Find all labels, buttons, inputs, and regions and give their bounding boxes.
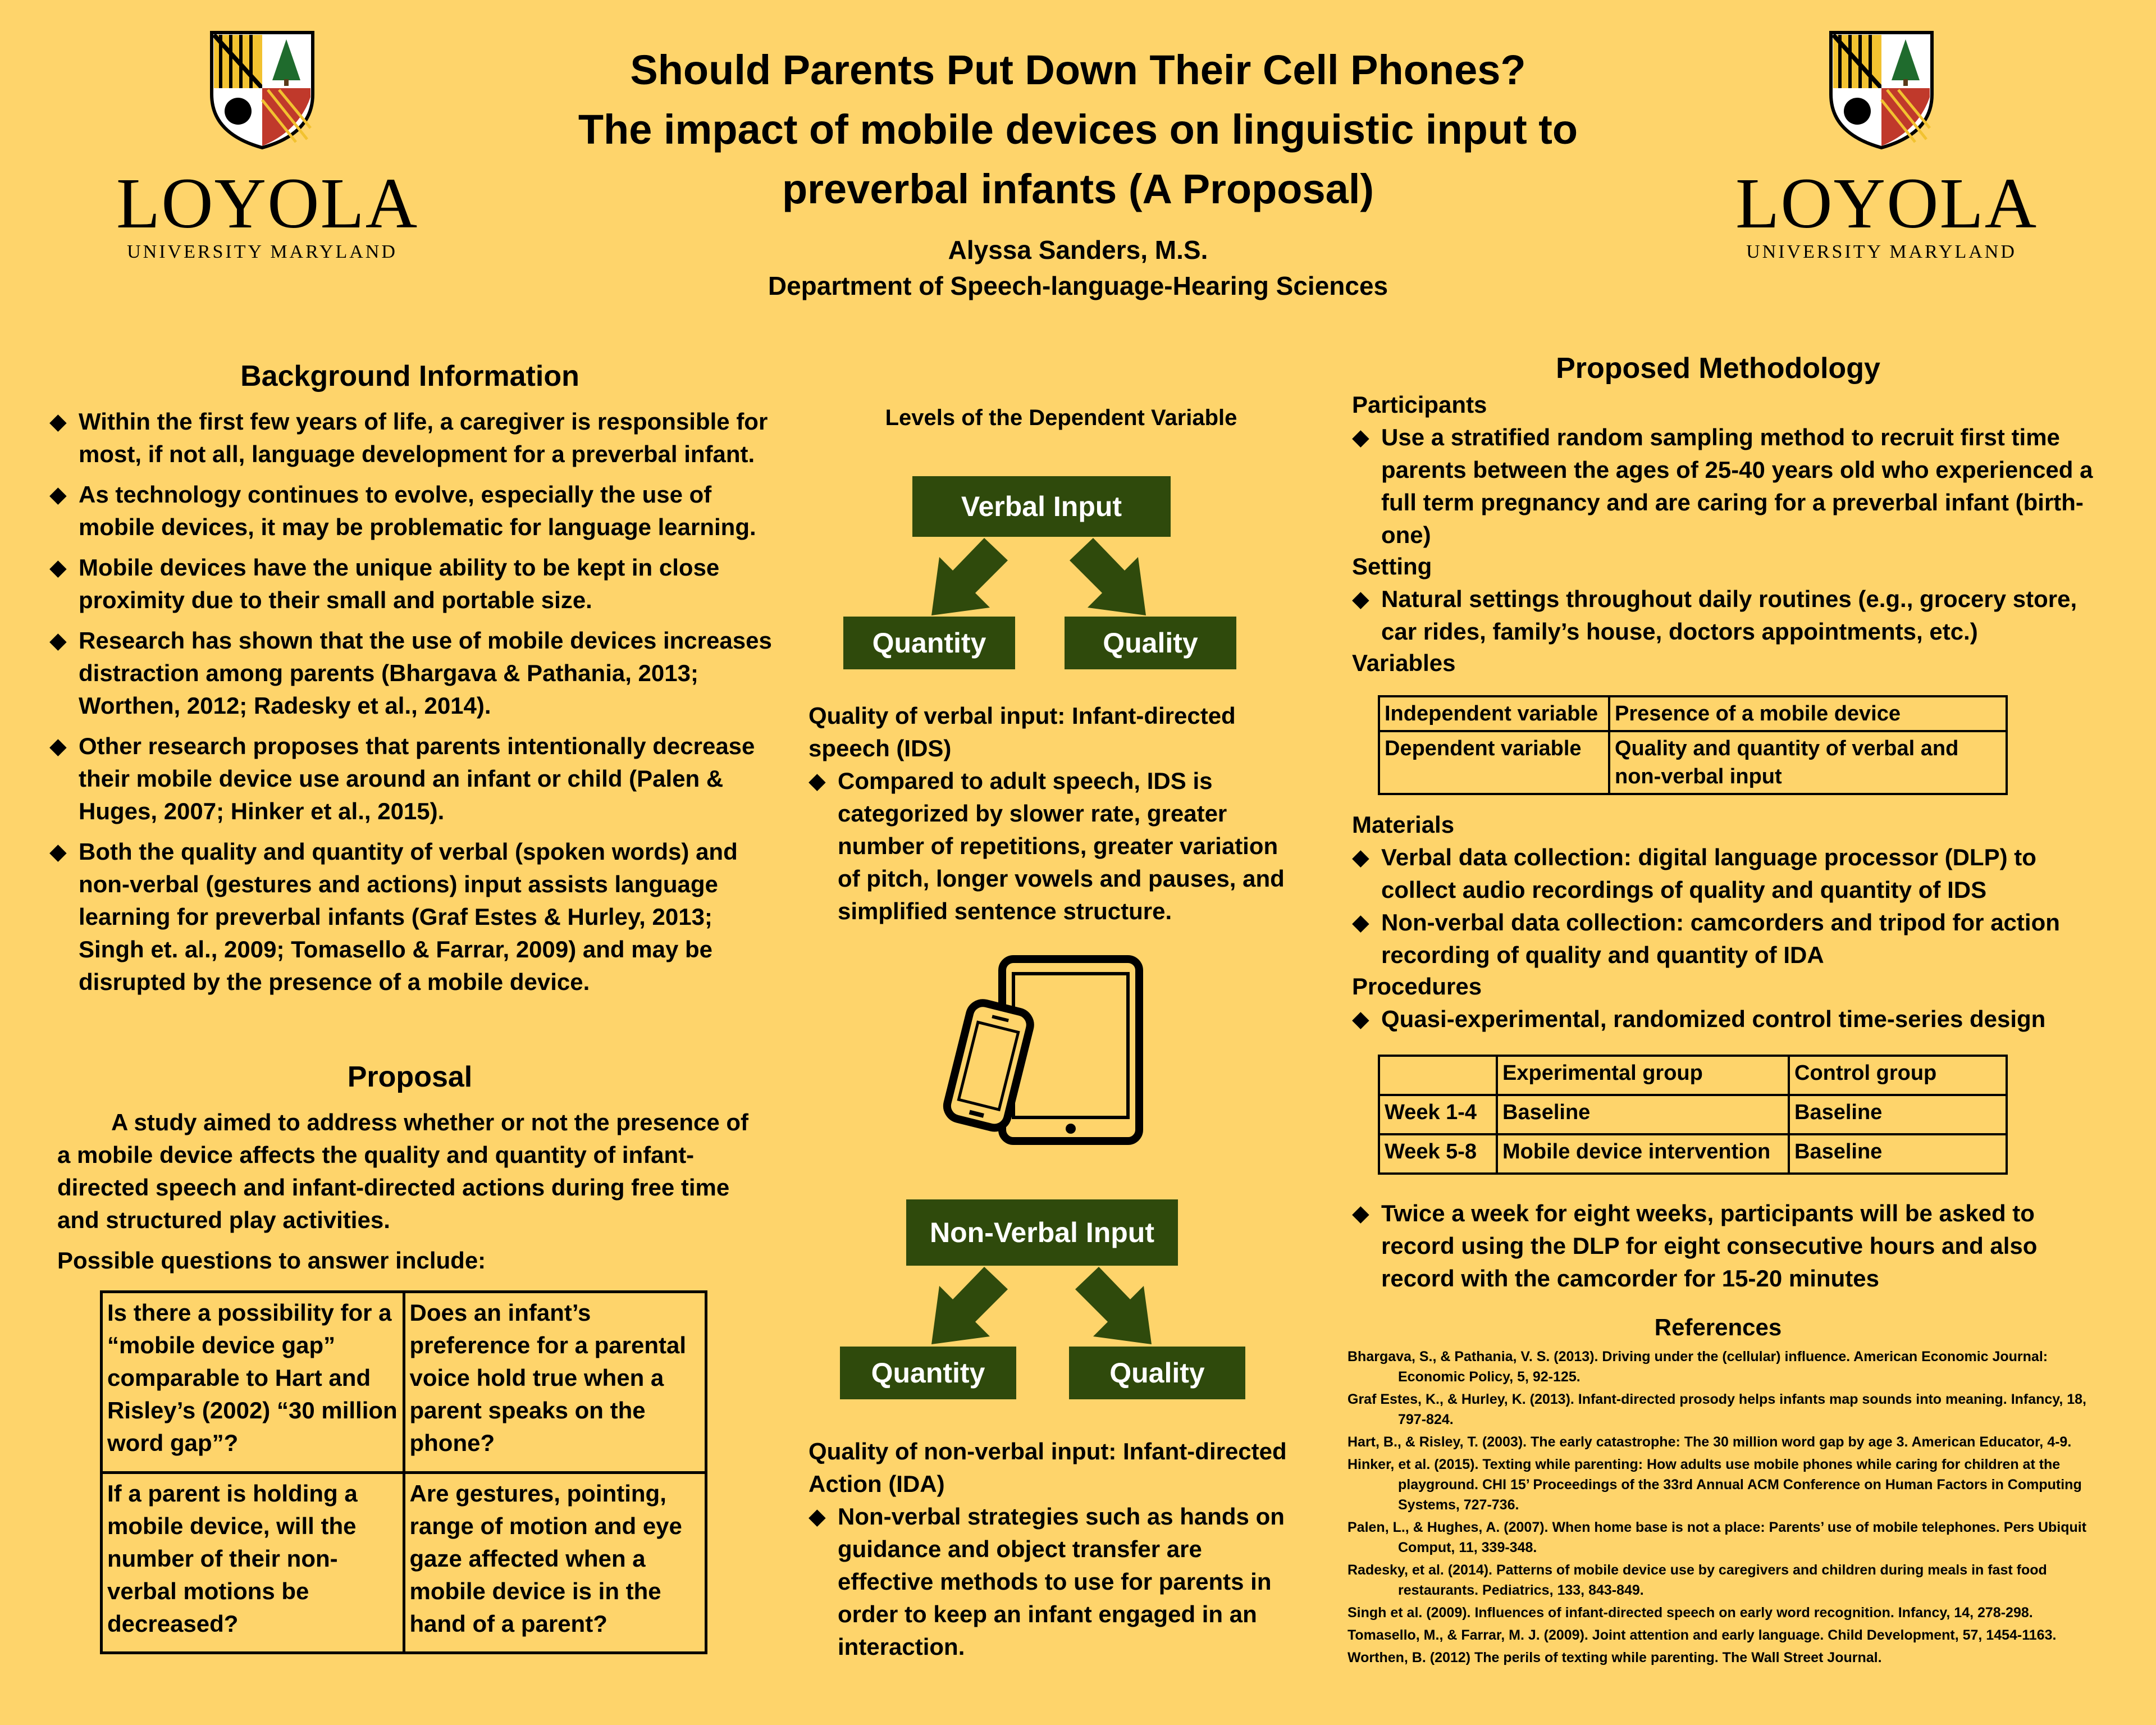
- list-item: ◆ Quasi-experimental, randomized control time-series design: [1352, 1003, 2093, 1035]
- design-header-cell: Control group: [1789, 1056, 2007, 1095]
- table-row: [102, 1472, 706, 1653]
- department-name: Department of Speech-language-Hearing Sciences: [768, 271, 1388, 300]
- variables-label: Variables: [1352, 650, 1456, 676]
- verbal-bullets: [808, 765, 1303, 928]
- list-item: ◆ Within the first few years of life, a caregiver is responsible for most, if not all, language development for a preverbal infant.: [49, 405, 774, 471]
- table-row: [1379, 731, 2007, 794]
- variable-value-cell: Presence of a mobile device: [1609, 696, 2007, 731]
- list-item: ◆ Non-verbal strategies such as hands on guidance and object transfer are effective methods to use for parents in order to keep an infant engaged in an interaction.: [808, 1500, 1303, 1663]
- participants-bullets: [1352, 421, 2093, 551]
- background-bullets: [49, 405, 774, 998]
- list-item: ◆ As technology continues to evolve, especially the use of mobile devices, it may be problematic for language learning.: [49, 478, 774, 544]
- poster-title-line-2: The impact of mobile devices on linguistic input to: [578, 106, 1578, 153]
- design-cell: Baseline: [1497, 1095, 1789, 1134]
- references-list: [1347, 1347, 2094, 1668]
- references-heading: References: [1654, 1314, 1782, 1340]
- design-table: [1378, 1055, 2008, 1175]
- materials-label: Materials: [1352, 811, 1455, 838]
- arrow-down-icon: [924, 1267, 1008, 1345]
- list-item: ◆ Verbal data collection: digital language processor (DLP) to collect audio recordings of quality and quantity of IDS: [1352, 841, 2093, 906]
- variable-name-cell: Independent variable: [1379, 696, 1609, 731]
- list-item: ◆ Twice a week for eight weeks, participants will be asked to record using the DLP for eight consecutive hours and also record with the camcorder for 15-20 minutes: [1352, 1197, 2093, 1295]
- logo-subtitle: UNIVERSITY MARYLAND: [1746, 241, 2017, 262]
- nonverbal-quality-title: Quality of non-verbal input: Infant-directed Action (IDA): [808, 1438, 1287, 1497]
- arrow-down-icon: [924, 538, 1008, 617]
- list-item: Singh et al. (2009). Influences of infant-directed speech on early word recognition. Infancy, 14, 278-298.: [1347, 1605, 2033, 1621]
- methodology-heading: Proposed Methodology: [1556, 352, 1880, 385]
- logo-wordmark: LOYOLA: [1735, 163, 2038, 243]
- design-cell: Week 5-8: [1379, 1134, 1497, 1174]
- list-item: Palen, L., & Hughes, A. (2007). When home base is not a place: Parents’ use of mobile telephones. Pers Ubiquit Comput, 11, 339-348.: [1347, 1519, 2087, 1555]
- design-header-cell: Experimental group: [1497, 1056, 1789, 1095]
- list-item: ◆ Non-verbal data collection: camcorders and tripod for action recording of quality and quantity of IDA: [1352, 906, 2093, 971]
- question-cell: Is there a possibility for a “mobile device gap” comparable to Hart and Risley’s (2002) “30 million word gap”?: [102, 1292, 404, 1473]
- nonverbal-bullets: [808, 1500, 1303, 1663]
- list-item: ◆ Natural settings throughout daily routines (e.g., grocery store, car rides, family’s house, doctors appointments, etc.): [1352, 583, 2093, 648]
- setting-label: Setting: [1352, 553, 1432, 579]
- nonverbal-quality-box: Quality: [1069, 1347, 1245, 1399]
- variable-name-cell: Dependent variable: [1379, 731, 1609, 794]
- verbal-quantity-box: Quantity: [843, 617, 1015, 669]
- background-section: [49, 405, 774, 998]
- proposal-text: A study aimed to address whether or not the presence of a mobile device affects the quality and quantity of infant-directed speech and infant-directed actions during free time and structured play activities.: [57, 1109, 749, 1233]
- table-row: [1379, 1056, 2007, 1095]
- verbal-quality-box: Quality: [1065, 617, 1236, 669]
- question-cell: If a parent is holding a mobile device, will the number of their non-verbal motions be decreased?: [102, 1472, 404, 1653]
- setting-bullets: [1352, 583, 2093, 648]
- procedures-label: Procedures: [1352, 973, 1482, 1000]
- list-item: ◆ Other research proposes that parents intentionally decrease their mobile device use around an infant or child (Palen & Huges, 2007; Hinker et al., 2015).: [49, 730, 774, 828]
- logo-subtitle: UNIVERSITY MARYLAND: [127, 241, 398, 262]
- verbal-quality-title: Quality of verbal input: Infant-directed speech (IDS): [808, 702, 1236, 761]
- questions-label: Possible questions to answer include:: [57, 1247, 486, 1274]
- proposal-heading: Proposal: [347, 1061, 473, 1093]
- participants-label: Participants: [1352, 391, 1487, 418]
- logo-left: [116, 27, 419, 274]
- list-item: Bhargava, S., & Pathania, V. S. (2013). Driving under the (cellular) influence. American Economic Journal: Economic Policy, 5, 92-125.: [1347, 1349, 2048, 1385]
- arrow-down-icon: [1070, 538, 1154, 617]
- arrow-down-icon: [1075, 1267, 1159, 1345]
- author-name: Alyssa Sanders, M.S.: [948, 235, 1208, 264]
- materials-bullets: [1352, 841, 2093, 971]
- question-cell: Are gestures, pointing, range of motion and eye gaze affected when a mobile device is in the hand of a parent?: [404, 1472, 706, 1653]
- list-item: ◆ Mobile devices have the unique ability to be kept in close proximity due to their small and portable size.: [49, 551, 774, 617]
- list-item: Tomasello, M., & Farrar, M. J. (2009). Joint attention and early language. Child Development, 57, 1454-1163.: [1347, 1627, 2057, 1643]
- design-header-cell: [1379, 1056, 1497, 1095]
- variable-value-cell: Quality and quantity of verbal and non-verbal input: [1609, 731, 2007, 794]
- list-item: Hart, B., & Risley, T. (2003). The early catastrophe: The 30 million word gap by age 3. American Educator, 4-9.: [1347, 1434, 2072, 1450]
- list-item: ◆ Use a stratified random sampling method to recruit first time parents between the ages of 25-40 years old who experienced a full term pregnancy and are caring for a preverbal infant (birth-one): [1352, 421, 2093, 551]
- list-item: Graf Estes, K., & Hurley, K. (2013). Infant-directed prosody helps infants map sounds into meaning. Infancy, 18, 797-824.: [1347, 1391, 2087, 1427]
- table-row: [1379, 696, 2007, 731]
- phone-tablet-icon: [935, 955, 1148, 1146]
- procedures-bullets: [1352, 1003, 2093, 1035]
- logo-right: [1735, 27, 2038, 274]
- list-item: Hinker, et al. (2015). Texting while parenting: How adults use mobile phones while caring for children at the playground. CHI 15’ Proceedings of the 33rd Annual ACM Conference on Human Factors in Computing Systems, 727-736.: [1347, 1457, 2082, 1513]
- poster-title-line-1: Should Parents Put Down Their Cell Phones?: [630, 47, 1526, 93]
- variables-table: [1378, 695, 2008, 795]
- table-row: [1379, 1134, 2007, 1174]
- design-cell: Week 1-4: [1379, 1095, 1497, 1134]
- poster-title-line-3: preverbal infants (A Proposal): [782, 166, 1374, 212]
- table-row: [102, 1292, 706, 1473]
- table-row: [1379, 1095, 2007, 1134]
- list-item: ◆ Both the quality and quantity of verbal (spoken words) and non-verbal (gestures and actions) input assists language learning for preverbal infants (Graf Estes & Hurley, 2013; Singh et. al., 2009; Tomasello & Farrar, 2009) and may be disrupted by the presence of a mobile device.: [49, 836, 774, 998]
- background-heading: Background Information: [240, 360, 579, 393]
- list-item: Worthen, B. (2012) The perils of texting while parenting. The Wall Street Journal.: [1347, 1650, 1882, 1665]
- design-cell: Mobile device intervention: [1497, 1134, 1789, 1174]
- list-item: ◆ Compared to adult speech, IDS is categorized by slower rate, greater number of repetitions, greater variation of pitch, longer vowels and pauses, and simplified sentence structure.: [808, 765, 1303, 928]
- list-item: ◆ Research has shown that the use of mobile devices increases distraction among parents (Bhargava & Pathania, 2013; Worthen, 2012; Radesky et al., 2014).: [49, 624, 774, 722]
- university-shield-icon: [1825, 27, 1938, 150]
- university-shield-icon: [206, 27, 318, 150]
- logo-wordmark: LOYOLA: [116, 163, 419, 243]
- question-cell: Does an infant’s preference for a parental voice hold true when a parent speaks on the phone?: [404, 1292, 706, 1473]
- nonverbal-input-box: Non-Verbal Input: [906, 1199, 1178, 1266]
- design-cell: Baseline: [1789, 1095, 2007, 1134]
- design-cell: Baseline: [1789, 1134, 2007, 1174]
- nonverbal-quantity-box: Quantity: [840, 1347, 1016, 1399]
- questions-table: [100, 1290, 707, 1654]
- dependent-heading: Levels of the Dependent Variable: [885, 405, 1237, 430]
- schedule-bullets: [1352, 1197, 2093, 1295]
- verbal-input-box: Verbal Input: [912, 476, 1171, 537]
- list-item: Radesky, et al. (2014). Patterns of mobile device use by caregivers and children during meals in fast food restaurants. Pediatrics, 133, 843-849.: [1347, 1562, 2047, 1598]
